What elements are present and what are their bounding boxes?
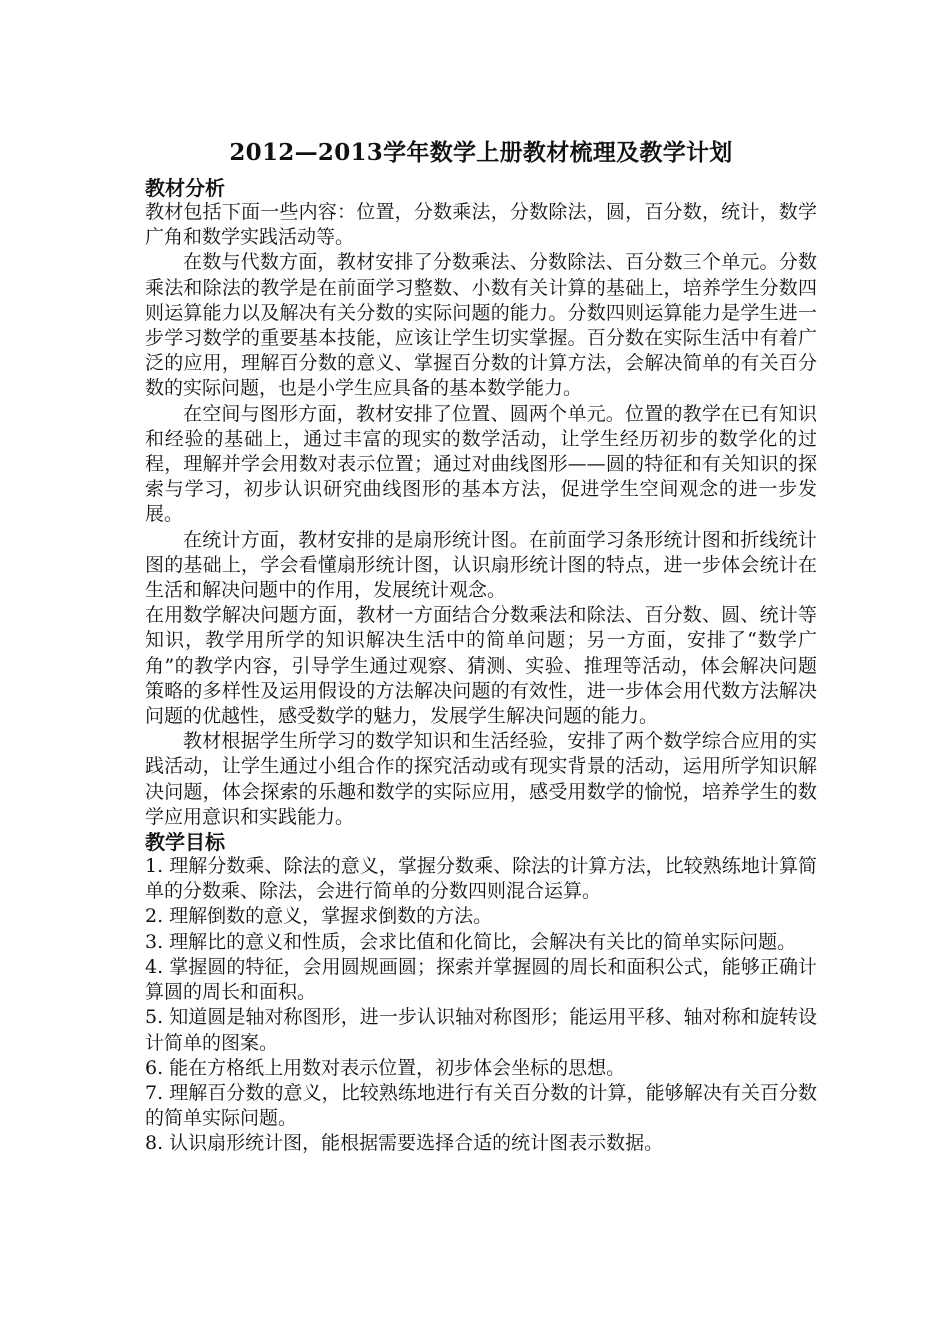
goal-item-3: 3. 理解比的意义和性质，会求比值和化简比，会解决有关比的简单实际问题。 <box>145 930 797 953</box>
goal-item-1: 1. 理解分数乘、除法的意义，掌握分数乘、除法的计算方法，比较熟练地计算简单的分数乘、除法，会进行简单的分数四则混合运算。 <box>145 855 817 903</box>
goal-item-4: 4. 掌握圆的特征，会用圆规画圆；探索并掌握圆的周长和面积公式，能够正确计算圆的周长和面积。 <box>145 955 817 1004</box>
number-algebra-paragraph: 在数与代数方面，教材安排了分数乘法、分数除法、百分数三个单元。分数乘法和除法的教学是在前面学习整数、小数有关计算的基础上，培养学生分数四则运算能力以及解决有关分数的实际问题的能力。分数四则运算能力是学生进一步学习数学的重要基本技能，应该让学生切实掌握。百分数在实际生活中有着广泛的应用，理解百分数的意义、掌握百分数的计算方法，会解决简单的有关百分数的实际问题，也是小学生应具备的基本数学能力。 <box>145 251 817 400</box>
goal-item-2: 2. 理解倒数的意义，掌握求倒数的方法。 <box>145 905 493 928</box>
space-geometry-paragraph: 在空间与图形方面，教材安排了位置、圆两个单元。位置的教学在已有知识和经验的基础上，通过丰富的现实的数学活动，让学生经历初步的数学化的过程，理解并学会用数对表示位置；通过对曲线图形——圆的特征和有关知识的探索与学习，初步认识研究曲线图形的基本方法，促进学生空间观念的进一步发展。 <box>145 402 817 526</box>
practice-activity-paragraph: 教材根据学生所学习的数学知识和生活经验，安排了两个数学综合应用的实践活动，让学生通过小组合作的探究活动或有现实背景的活动，运用所学知识解决问题，体会探索的乐趣和数学的实际应用，感受用数学的愉悦，培养学生的数学应用意识和实践能力。 <box>145 730 817 828</box>
statistics-paragraph: 在统计方面，教材安排的是扇形统计图。在前面学习条形统计图和折线统计图的基础上，学会看懂扇形统计图，认识扇形统计图的特点，进一步体会统计在生活和解决问题中的作用，发展统计观念。 <box>145 528 817 602</box>
goal-item-5: 5. 知道圆是轴对称图形，进一步认识轴对称图形；能运用平移、轴对称和旋转设计简单的图案。 <box>145 1006 817 1054</box>
section-heading-teaching-goals: 教学目标 <box>145 830 225 855</box>
problem-solving-paragraph: 在用数学解决问题方面，教材一方面结合分数乘法和除法、百分数、圆、统计等知识，教学用所学的知识解决生活中的简单问题；另一方面，安排了“数学广角”的教学内容，引导学生通过观察、猜测、实验、推理等活动，体会解决问题策略的多样性及运用假设的方法解决问题的有效性，进一步体会用代数方法解决问题的优越性，感受数学的魅力，发展学生解决问题的能力。 <box>145 604 817 728</box>
goal-item-8: 8. 认识扇形统计图，能根据需要选择合适的统计图表示数据。 <box>145 1132 664 1155</box>
textbook-intro-paragraph: 教材包括下面一些内容：位置，分数乘法，分数除法，圆，百分数，统计，数学广角和数学实践活动等。 <box>145 201 817 249</box>
section-heading-textbook-analysis: 教材分析 <box>145 176 225 200</box>
document-body <box>145 138 817 1157</box>
goal-item-7: 7. 理解百分数的意义，比较熟练地进行有关百分数的计算，能够解决有关百分数的简单实际问题。 <box>145 1081 817 1130</box>
document-title: 2012—2013学年数学上册教材梳理及教学计划 <box>229 139 733 166</box>
goal-item-6: 6. 能在方格纸上用数对表示位置，初步体会坐标的思想。 <box>145 1056 626 1079</box>
